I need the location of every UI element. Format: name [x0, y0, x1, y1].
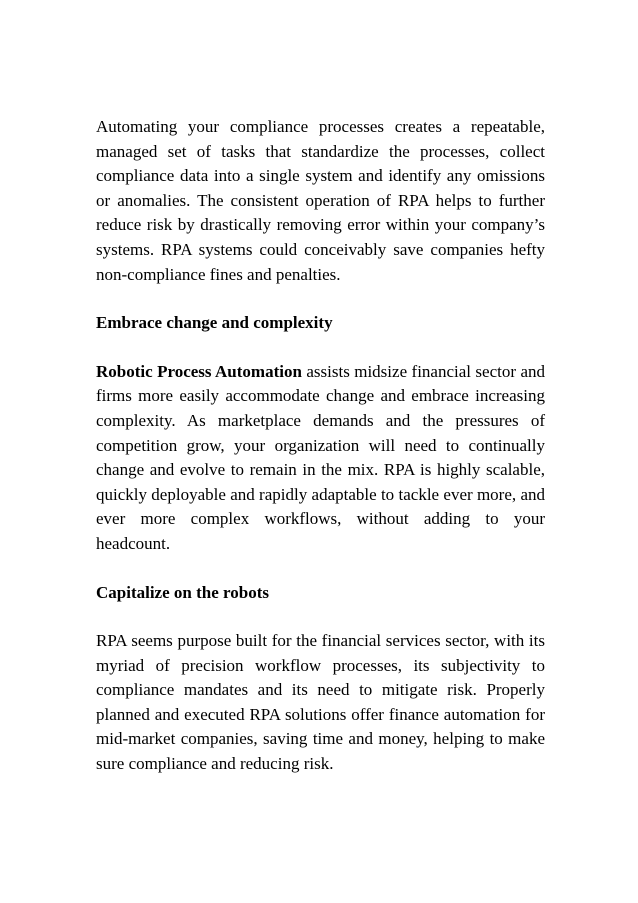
paragraph-rpa-scalability-text: assists midsize financial sector and firms more easily accommodate change and embrace increasing complexity. As marketplace demands and the pressures of competition grow, your organization will need to continually change and evolve to remain in the mix. RPA is highly scalable, quickly deployable and rapidly adaptable to tackle ever more, and ever more complex workflows, without adding to your headcount. — [96, 361, 545, 553]
heading-embrace-change: Embrace change and complexity — [96, 313, 333, 333]
heading-capitalize-robots: Capitalize on the robots — [96, 582, 269, 602]
paragraph-rpa-scalability — [96, 360, 545, 557]
bold-term-rpa: Robotic Process Automation — [96, 361, 302, 381]
paragraph-financial-services: RPA seems purpose built for the financial services sector, with its myriad of precision workflow processes, its subjectivity to compliance mandates and its need to mitigate risk. Properly planned and executed RPA solutions offer finance automation for mid-market companies, saving time and money, helping to make sure compliance and reducing risk. — [96, 631, 545, 774]
document-page — [96, 115, 545, 777]
paragraph-compliance-automation: Automating your compliance processes creates a repeatable, managed set of tasks that standardize the processes, collect compliance data into a single system and identify any omissions or anomalies. The consistent operation of RPA helps to further reduce risk by drastically removing error within your company’s systems. RPA systems could conceivably save companies hefty non-compliance fines and penalties. — [96, 117, 545, 284]
